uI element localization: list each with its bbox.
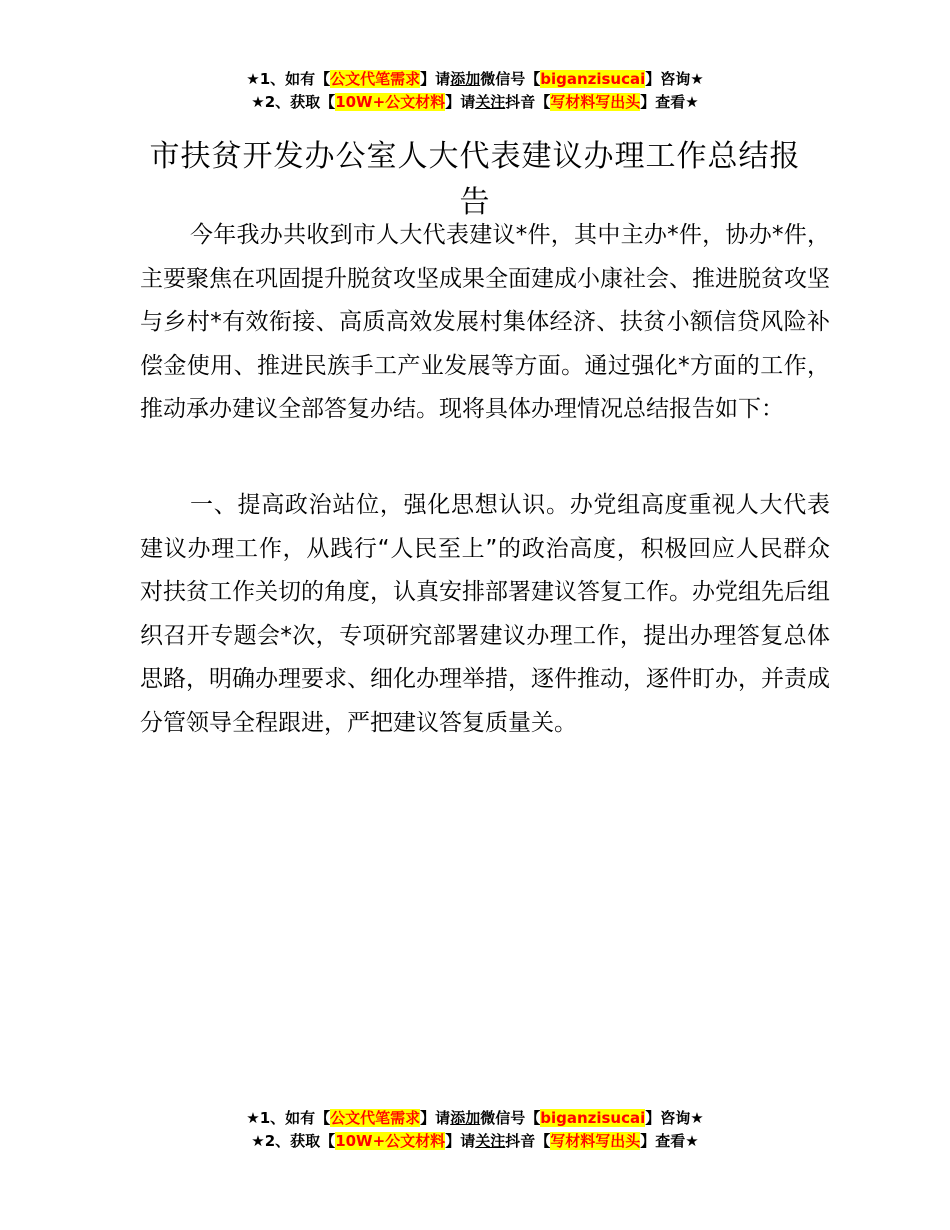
- banner-underlined-text: 添加: [450, 70, 481, 88]
- banner-text: ★1、如有【: [246, 1109, 331, 1127]
- document-title: 市扶贫开发办公室人大代表建议办理工作总结报告: [149, 139, 801, 221]
- banner-highlight: 写材料写出头: [550, 1132, 641, 1150]
- banner-underlined-text: 关注: [475, 93, 506, 111]
- banner-text: 】请: [445, 1132, 476, 1150]
- banner-highlight: 写材料写出头: [550, 93, 641, 111]
- banner-underlined-text: 关注: [475, 1132, 506, 1150]
- banner-highlight: biganzisucai: [540, 70, 646, 88]
- banner-highlight: 公文代笔需求: [330, 70, 421, 88]
- banner-highlight: 10W+公文材料: [335, 1132, 446, 1150]
- banner-highlight: 公文代笔需求: [330, 1109, 421, 1127]
- banner-text: 微信号【: [480, 1109, 541, 1127]
- banner-line-1: [0, 1107, 950, 1130]
- banner-text: 】请: [445, 93, 476, 111]
- banner-line-2: [0, 91, 950, 114]
- banner-text: ★1、如有【: [246, 70, 331, 88]
- banner-text: 抖音【: [505, 93, 551, 111]
- header-banner: [0, 68, 950, 114]
- banner-text: 】请: [420, 70, 451, 88]
- banner-text: 】请: [420, 1109, 451, 1127]
- body-paragraph: 一、提高政治站位，强化思想认识。办党组高度重视人大代表建议办理工作，从践行“人民至上”的政治高度，积极回应人民群众对扶贫工作关切的角度，认真安排部署建议答复工作。办党组先后组织召开专题会*次，专项研究部署建议办理工作，提出办理答复总体思路，明确办理要求、细化办理举措，逐件推动，逐件盯办，并责成分管领导全程跟进，严把建议答复质量关。: [140, 492, 830, 736]
- banner-text: 】咨询★: [645, 1109, 704, 1127]
- banner-text: 】查看★: [640, 93, 699, 111]
- banner-highlight: biganzisucai: [540, 1109, 646, 1127]
- banner-text: 微信号【: [480, 70, 541, 88]
- banner-text: 】查看★: [640, 1132, 699, 1150]
- body-paragraph: 今年我办共收到市人大代表建议*件，其中主办*件，协办*件，主要聚焦在巩固提升脱贫攻坚成果全面建成小康社会、推进脱贫攻坚与乡村*有效衔接、高质高效发展村集体经济、扶贫小额信贷风险补偿金使用、推进民族手工产业发展等方面。通过强化*方面的工作，推动承办建议全部答复办结。现将具体办理情况总结报告如下：: [140, 222, 830, 422]
- banner-text: 抖音【: [505, 1132, 551, 1150]
- banner-text: ★2、获取【: [251, 93, 336, 111]
- banner-underlined-text: 添加: [450, 1109, 481, 1127]
- banner-text: ★2、获取【: [251, 1132, 336, 1150]
- footer-banner: [0, 1107, 950, 1153]
- banner-highlight: 10W+公文材料: [335, 93, 446, 111]
- banner-text: 】咨询★: [645, 70, 704, 88]
- banner-line-2: [0, 1130, 950, 1153]
- banner-line-1: [0, 68, 950, 91]
